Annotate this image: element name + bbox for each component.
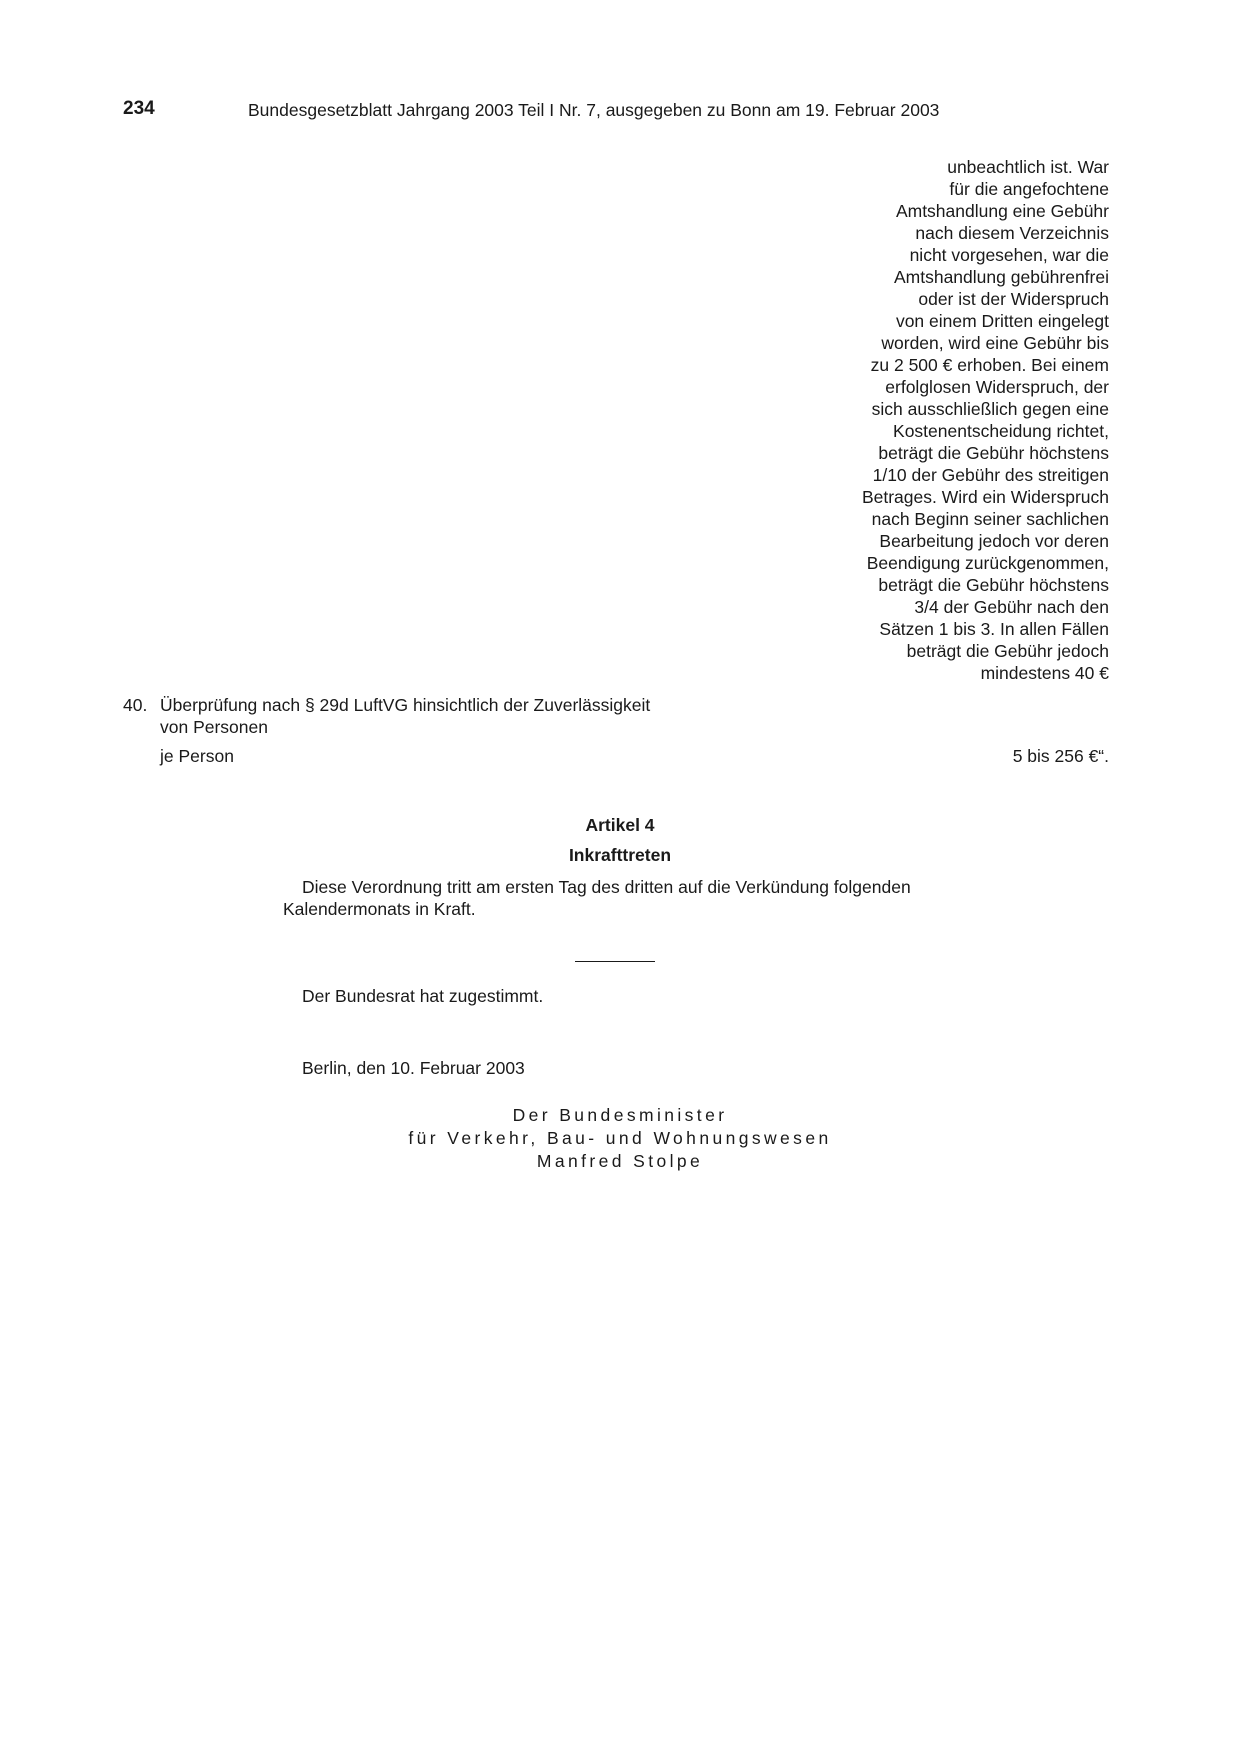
article-body-line2: Kalendermonats in Kraft. xyxy=(283,899,476,919)
signature-block xyxy=(0,1104,1240,1173)
running-header: Bundesgesetzblatt Jahrgang 2003 Teil I Nr. 7, ausgegeben zu Bonn am 19. Februar 2003 xyxy=(248,100,940,120)
fee-note-line: Bearbeitung jedoch vor deren xyxy=(879,531,1109,551)
fee-note-line: mindestens 40 € xyxy=(980,663,1109,683)
fee-note-line: Kostenentscheidung richtet, xyxy=(893,421,1109,441)
signature-name: Manfred Stolpe xyxy=(536,1151,704,1171)
fee-note-line: oder ist der Widerspruch xyxy=(918,289,1109,309)
fee-note-line: zu 2 500 € erhoben. Bei einem xyxy=(870,355,1109,375)
fee-note-line: für die angefochtene xyxy=(949,179,1109,199)
fee-note-line: beträgt die Gebühr höchstens xyxy=(878,575,1109,595)
item-unit: je Person xyxy=(160,746,234,766)
fee-note-line: 3/4 der Gebühr nach den xyxy=(914,597,1109,617)
place-date: Berlin, den 10. Februar 2003 xyxy=(302,1058,525,1078)
signature-title: Der Bundesminister xyxy=(512,1105,728,1125)
fee-note-line: nach diesem Verzeichnis xyxy=(915,223,1109,243)
page-number: 234 xyxy=(123,98,155,119)
fee-note-line: 1/10 der Gebühr des streitigen xyxy=(872,465,1109,485)
fee-note-line: unbeachtlich ist. War xyxy=(947,157,1109,177)
fee-note-line: von einem Dritten eingelegt xyxy=(895,311,1109,331)
fee-note-line: beträgt die Gebühr jedoch xyxy=(906,641,1109,661)
article-body-line1: Diese Verordnung tritt am ersten Tag des dritten auf die Verkündung folgenden xyxy=(302,877,911,897)
fee-note-line: Amtshandlung gebührenfrei xyxy=(893,267,1109,287)
fee-note-line: erfolglosen Widerspruch, der xyxy=(885,377,1109,397)
fee-note-line: Amtshandlung eine Gebühr xyxy=(895,201,1109,221)
fee-note-column xyxy=(789,156,1109,684)
item-description-line2: von Personen xyxy=(160,717,268,737)
fee-note-line: Betrages. Wird ein Widerspruch xyxy=(861,487,1109,507)
fee-note-line: Sätzen 1 bis 3. In allen Fällen xyxy=(879,619,1109,639)
article-title: Artikel 4 xyxy=(585,815,655,835)
signature-ministry: für Verkehr, Bau- und Wohnungswesen xyxy=(408,1128,832,1148)
item-fee: 5 bis 256 €“. xyxy=(1012,746,1109,766)
section-divider xyxy=(575,961,655,962)
fee-note-line: worden, wird eine Gebühr bis xyxy=(881,333,1109,353)
item-number: 40. xyxy=(123,695,148,715)
fee-note-line: Beendigung zurückgenommen, xyxy=(866,553,1109,573)
fee-note-line: nicht vorgesehen, war die xyxy=(909,245,1109,265)
fee-note-line: beträgt die Gebühr höchstens xyxy=(878,443,1109,463)
fee-note-line: sich ausschließlich gegen eine xyxy=(871,399,1109,419)
item-description-line1: Überprüfung nach § 29d LuftVG hinsichtlich der Zuverlässigkeit xyxy=(160,695,651,715)
article-body xyxy=(283,876,963,920)
consent-statement: Der Bundesrat hat zugestimmt. xyxy=(302,986,544,1006)
article-subtitle: Inkrafttreten xyxy=(568,845,672,865)
fee-note-line: nach Beginn seiner sachlichen xyxy=(871,509,1109,529)
